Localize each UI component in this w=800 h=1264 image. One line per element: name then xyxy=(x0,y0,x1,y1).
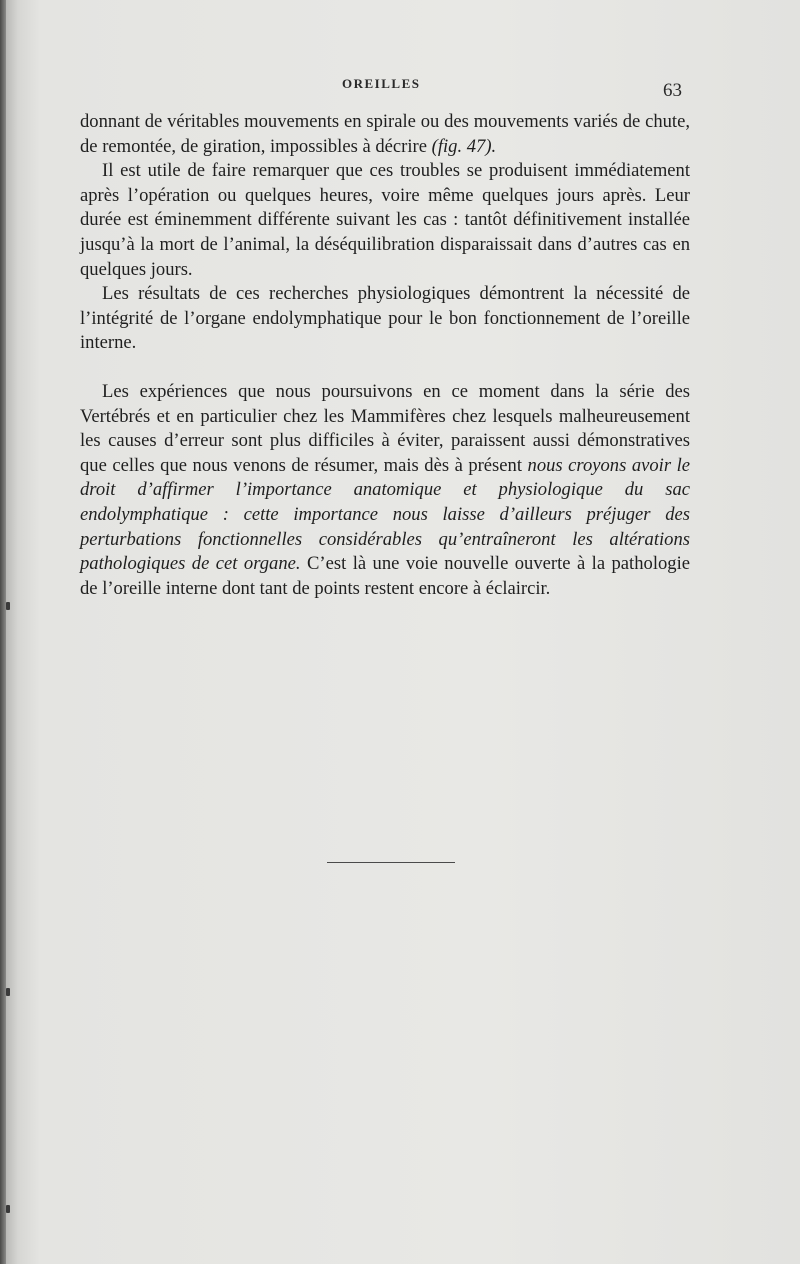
paragraph-4-start: Les expériences que nous poursuivons en ce moment dans la série des Vertébrés et en particulier chez les Mammifères chez lesquels malheureusement les causes d’erreur sont plus difficiles à éviter, paraissent aussi démonstratives que celles que nous venons de résumer, mais dès à présent xyxy=(80,380,690,476)
binding-mark xyxy=(6,602,10,610)
paragraph-2: Il est utile de faire remarquer que ces troubles se produisent immédiatement après l’opération ou quelques heures, voire même quelques jours après. Leur durée est éminemment différente suivant les cas : tantôt définitivement installée jusqu’à la mort de l’animal, la déséquilibration disparaissait dans d’autres cas en quelques jours. xyxy=(80,160,690,280)
page-header xyxy=(82,72,686,102)
end-rule xyxy=(327,862,455,863)
body-text xyxy=(80,110,690,601)
paragraph-3: Les résultats de ces recherches physiologiques démontrent la nécessité de l’intégrité de l’organe endolymphatique pour le bon fonctionnement de l’oreille interne. xyxy=(80,283,690,354)
paragraph-continuation xyxy=(80,110,690,159)
figure-reference: (fig. 47). xyxy=(431,135,497,157)
running-head: OREILLES xyxy=(342,76,421,91)
paragraph-1-text: donnant de véritables mouvements en spirale ou des mouvements variés de chute, de remontée, de giration, impossibles à décrire xyxy=(80,111,690,157)
page-number: 63 xyxy=(663,80,682,101)
paragraph-4 xyxy=(80,380,690,601)
binding-mark xyxy=(6,988,10,996)
paragraph-4-end: C’est là une voie nouvelle ouverte à la pathologie de l’oreille interne dont tant de points restent encore à éclaircir. xyxy=(80,553,690,599)
paragraph-4-italic: nous croyons avoir le droit d’affirmer l’importance anatomique et physiologique du sac endolymphatique : cette importance nous laisse d’ailleurs préjuger des perturbations fonctionnelles considérables qu’entraîneront les altérations pathologiques de cet organe. xyxy=(80,454,690,575)
page-spine-shadow xyxy=(0,0,6,1264)
binding-mark xyxy=(6,1205,10,1213)
